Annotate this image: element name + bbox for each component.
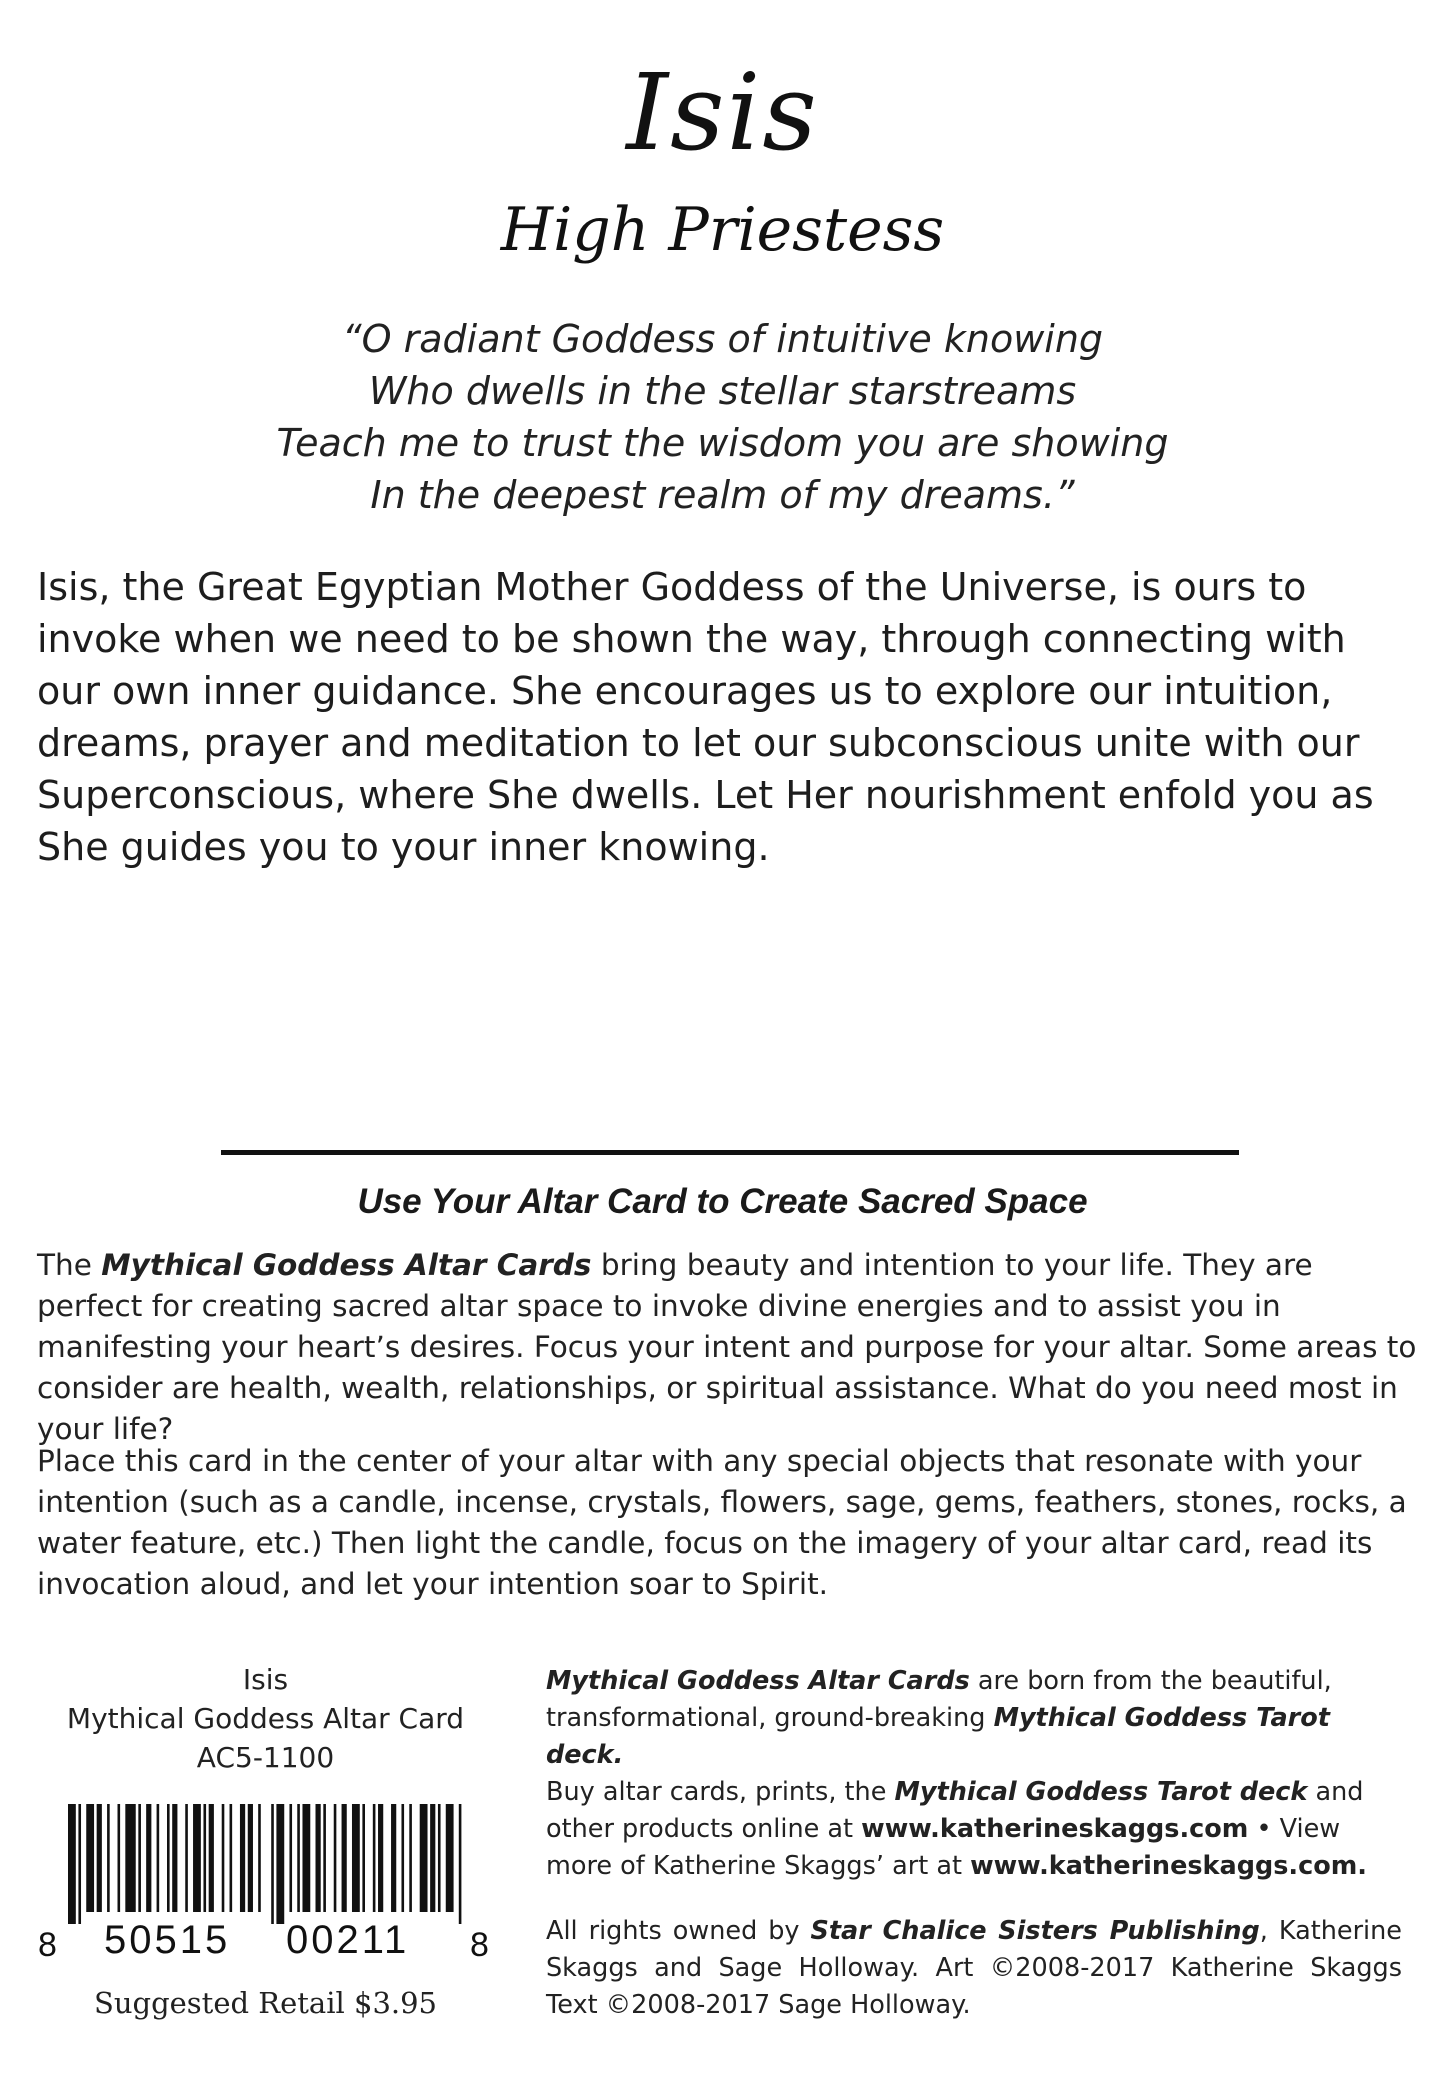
barcode-bar bbox=[438, 1804, 441, 1912]
goddess-subtitle: High Priestess bbox=[500, 195, 945, 265]
barcode-bar bbox=[86, 1804, 94, 1912]
barcode-bar bbox=[276, 1804, 284, 1924]
credits-paragraph-1 bbox=[546, 1663, 1402, 1774]
product-line-name: Mythical Goddess Altar Cards bbox=[546, 1666, 970, 1696]
barcode-bar bbox=[430, 1804, 435, 1912]
product-line: Mythical Goddess Altar Card bbox=[66, 1702, 465, 1735]
barcode-bar bbox=[342, 1804, 347, 1912]
barcode-bar bbox=[258, 1804, 261, 1912]
barcode-bar bbox=[97, 1804, 102, 1912]
credits-paragraph-2 bbox=[546, 1774, 1402, 1885]
barcode-bar bbox=[323, 1804, 326, 1912]
barcode-bar bbox=[240, 1804, 245, 1912]
barcode-bars bbox=[68, 1804, 464, 1924]
product-info bbox=[38, 1660, 493, 1777]
barcode-bar bbox=[138, 1804, 141, 1912]
barcode-bar bbox=[193, 1804, 201, 1912]
barcode-bar bbox=[420, 1804, 428, 1912]
barcode-bar bbox=[334, 1804, 337, 1912]
invocation-verse bbox=[0, 313, 1445, 521]
barcode-bar bbox=[297, 1804, 300, 1912]
barcode-digit-manufacturer: 50515 bbox=[104, 1918, 231, 1962]
barcode-bar bbox=[289, 1804, 292, 1912]
barcode-bar bbox=[248, 1804, 253, 1912]
invocation-line: Who dwells in the stellar starstreams bbox=[368, 369, 1077, 413]
barcode-bar bbox=[172, 1804, 177, 1912]
barcode-bar bbox=[302, 1804, 310, 1912]
barcode-bar bbox=[107, 1804, 110, 1912]
credits-paragraph-3 bbox=[546, 1913, 1402, 2024]
barcode-bar bbox=[203, 1804, 206, 1912]
section-divider bbox=[221, 1150, 1239, 1155]
barcode-bar bbox=[125, 1804, 135, 1912]
invocation-line: “O radiant Goddess of intuitive knowing bbox=[341, 317, 1104, 361]
goddess-description: Isis, the Great Egyptian Mother Goddess of the Universe, is ours to invoke when we need to be shown the way, through connecting with our own inner guidance. She encourages us to explore our intuition, dreams, prayer and meditation to let our subconscious unite with our Superconscious, where She dwells. Let Her nourishment enfold you as She guides you to your inner knowing. bbox=[37, 565, 1374, 869]
credits-text: Buy altar cards, prints, the bbox=[546, 1777, 895, 1807]
credits-text: • View more of Katherine Skaggs’ art at bbox=[546, 1814, 1341, 1881]
suggested-retail: Suggested Retail $3.95 bbox=[93, 1986, 438, 2020]
barcode-bar bbox=[118, 1804, 121, 1912]
product-name: Isis bbox=[242, 1663, 289, 1696]
tarot-deck-name: Mythical Goddess Tarot deck. bbox=[546, 1703, 1330, 1770]
website-link[interactable]: www.katherineskaggs.com bbox=[861, 1814, 1249, 1844]
barcode-bar bbox=[446, 1804, 454, 1912]
altar-paragraph-2: Place this card in the center of your altar with any special objects that resonate with your intention (such as a candle, incense, crystals, flowers, sage, gems, feathers, stones, rocks, a water feature, etc.) Then light the candle, focus on the imagery of your altar card, read its invocation aloud, and let your intention soar to Spirit. bbox=[37, 1444, 1407, 1601]
product-code: AC5-1100 bbox=[196, 1741, 335, 1774]
barcode-bar bbox=[391, 1804, 396, 1912]
barcode-bar bbox=[78, 1804, 81, 1924]
barcode-digit-system: 8 bbox=[38, 1926, 61, 1964]
invocation-line: In the deepest realm of my dreams.” bbox=[370, 473, 1075, 517]
altar-paragraph-1 bbox=[37, 1245, 1427, 1450]
para1-text: bring beauty and intention to your life. They are perfect for creating sacred altar space to invoke divine energies and to assist you in manifesting your heart’s desires. Focus your intent and purpose for your altar. Some areas to consider are health, wealth, relationships, or spiritual assistance. What do you need most in your life? bbox=[37, 1248, 1417, 1446]
barcode-bar bbox=[209, 1804, 214, 1912]
barcode-bar bbox=[459, 1804, 462, 1924]
credits-text: and other products online at bbox=[546, 1777, 1364, 1844]
credits-text: are born from the beautiful, transformational, ground-breaking bbox=[546, 1666, 1332, 1733]
credits-text: , Katherine Skaggs and Sage Holloway. Art ©2008-2017 Katherine Skaggs Text ©2008-2017 Sage Holloway. bbox=[546, 1916, 1402, 2020]
barcode-bar bbox=[167, 1804, 170, 1912]
publisher-name: Star Chalice Sisters Publishing bbox=[810, 1916, 1260, 1946]
barcode-bar bbox=[352, 1804, 360, 1912]
barcode-bar bbox=[230, 1804, 233, 1912]
barcode-bar bbox=[157, 1804, 160, 1912]
upc-barcode bbox=[68, 1804, 464, 1924]
barcode-digit-product: 00211 bbox=[286, 1918, 410, 1962]
product-line-name: Mythical Goddess Altar Cards bbox=[101, 1248, 592, 1282]
goddess-title: Isis bbox=[626, 51, 819, 174]
barcode-bar bbox=[378, 1804, 383, 1912]
credits-text: All rights owned by bbox=[546, 1916, 811, 1946]
altar-section-heading: Use Your Altar Card to Create Sacred Space bbox=[357, 1182, 1088, 1221]
para1-prefix: The bbox=[37, 1248, 102, 1282]
barcode-bar bbox=[409, 1804, 412, 1912]
barcode-bar bbox=[146, 1804, 151, 1912]
barcode-digit-check: 8 bbox=[470, 1926, 493, 1964]
barcode-bar bbox=[362, 1804, 365, 1912]
barcode-bar bbox=[271, 1804, 274, 1924]
barcode-bar bbox=[373, 1804, 376, 1912]
barcode-bar bbox=[68, 1804, 76, 1924]
barcode-bar bbox=[316, 1804, 321, 1912]
barcode-bar bbox=[185, 1804, 188, 1912]
barcode-bar bbox=[401, 1804, 404, 1912]
invocation-line: Teach me to trust the wisdom you are showing bbox=[276, 421, 1169, 465]
barcode-bar bbox=[222, 1804, 225, 1912]
website-link[interactable]: www.katherineskaggs.com. bbox=[970, 1851, 1367, 1881]
tarot-deck-name: Mythical Goddess Tarot deck bbox=[894, 1777, 1308, 1807]
